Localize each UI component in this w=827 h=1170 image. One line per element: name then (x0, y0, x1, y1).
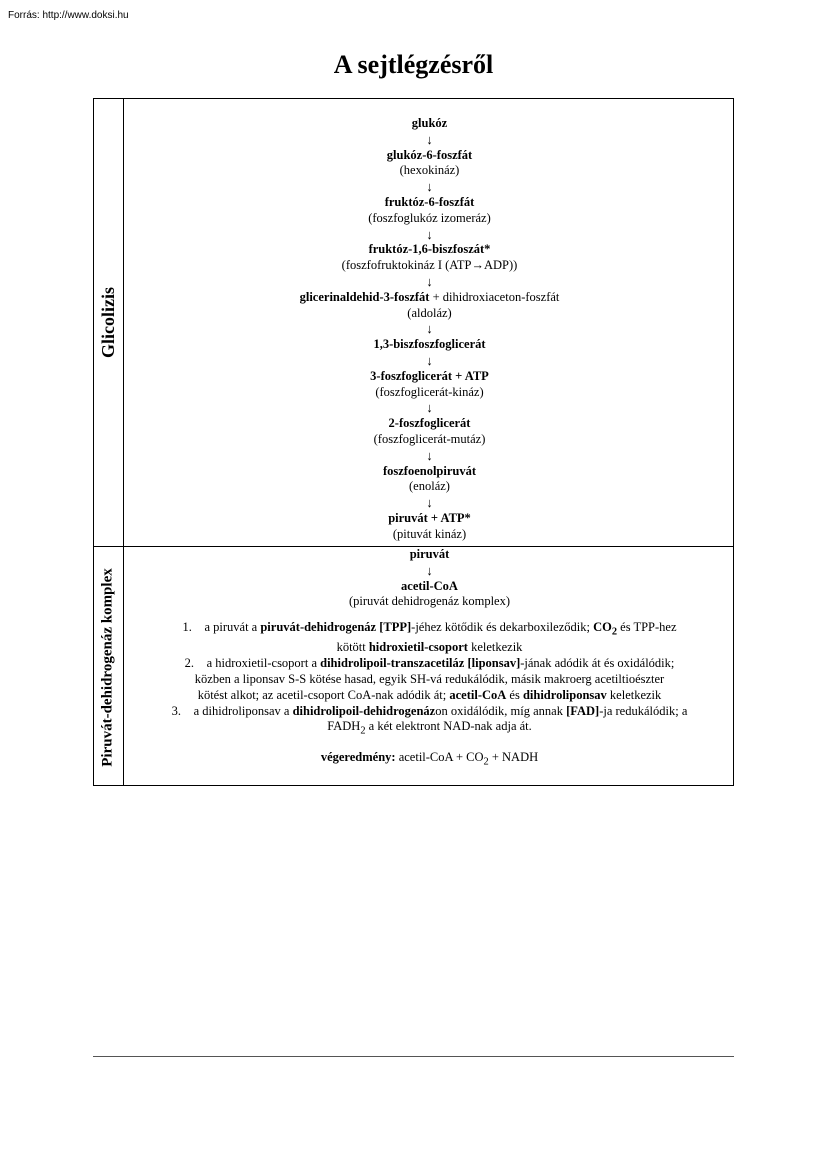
metabolite: 1,3-biszfoszfoglicerát (373, 337, 486, 352)
pdh-pathway (124, 547, 735, 770)
text: -ja redukálódik; a (599, 703, 688, 718)
list-item (124, 704, 735, 740)
source-label: Forrás: http://www.doksi.hu (8, 10, 129, 21)
metabolite: glukóz (411, 116, 448, 130)
term: dihidrolipoil-transzacetiláz [liponsav] (320, 656, 521, 671)
term: piruvát-dehidrogenáz [TPP] (260, 620, 412, 635)
text: kötést alkot; az acetil-csoport CoA-nak adódik át; (197, 687, 450, 702)
down-arrow-icon: ↓ (426, 495, 433, 511)
enzyme: (enoláz) (409, 479, 450, 494)
down-arrow-icon: ↓ (426, 400, 433, 416)
text: -jának adódik át és oxidálódik; (520, 656, 675, 671)
step-number: 1. (182, 620, 192, 635)
pdh-steps (124, 620, 735, 740)
enzyme: (foszfoglicerát-kináz) (375, 384, 484, 399)
down-arrow-icon: ↓ (426, 352, 433, 368)
glycolysis-side-cell (94, 99, 123, 546)
pdh-label: Piruvát-dehidrogenáz komplex (100, 567, 117, 767)
down-arrow-icon: ↓ (426, 226, 433, 242)
text: a két elektront NAD-nak adja át. (365, 719, 532, 734)
term: CO (593, 620, 612, 635)
respiration-table (93, 98, 734, 786)
metabolite: 3-foszfoglicerát + ATP (370, 368, 489, 383)
text: -jéhez kötődik és dekarboxileződik; (411, 620, 594, 635)
enzyme: (foszfoglicerát-mutáz) (373, 431, 486, 446)
text: a dihidroliponsav a (193, 703, 293, 718)
term: hidroxietil-csoport (368, 640, 468, 655)
term: [FAD] (566, 703, 600, 718)
text: közben a liponsav S-S kötése hasad, egyik SH-vá redukálódik, másik makroerg acetiltioészter (194, 672, 665, 687)
metabolite: fruktóz-1,6-biszfoszát* (368, 242, 491, 257)
text: és (506, 687, 523, 702)
subscript: 2 (360, 725, 366, 737)
metabolite: piruvát (409, 547, 450, 561)
term: dihidrolipoil-dehidrogenáz (292, 703, 436, 718)
enzyme: (pituvát kináz) (392, 526, 467, 541)
text: a hidroxietil-csoport a (206, 656, 321, 671)
metabolite: glicerinaldehid-3-foszfát (299, 289, 430, 304)
final-result (124, 750, 735, 770)
subscript: 2 (611, 626, 618, 638)
list-item (124, 656, 735, 703)
metabolite-pair (124, 290, 735, 306)
down-arrow-icon: ↓ (426, 273, 433, 289)
step-number: 3. (171, 703, 181, 718)
enzyme: (hexokináz) (399, 163, 460, 178)
page-title: A sejtlégzésről (333, 50, 494, 79)
down-arrow-icon: ↓ (426, 321, 433, 337)
text: keletkezik (606, 687, 662, 702)
metabolite: piruvát + ATP* (388, 510, 471, 525)
metabolite-extra: + dihidroxiaceton-foszfát (429, 289, 560, 304)
down-arrow-icon: ↓ (426, 179, 433, 195)
text: keletkezik (467, 640, 523, 655)
list-item (124, 620, 735, 656)
subscript: 2 (483, 756, 489, 768)
metabolite: foszfoenolpiruvát (382, 463, 477, 478)
term: acetil-CoA (449, 687, 507, 702)
enzyme: (piruvát dehidrogenáz komplex) (348, 594, 511, 609)
text: FADH (327, 719, 361, 734)
enzyme: (aldoláz) (407, 305, 452, 320)
down-arrow-icon: ↓ (426, 131, 433, 147)
metabolite: 2-foszfoglicerát (388, 416, 471, 431)
metabolite: acetil-CoA (401, 578, 458, 593)
step-number: 2. (184, 656, 194, 671)
metabolite: fruktóz-6-foszfát (384, 194, 475, 209)
down-arrow-icon: ↓ (426, 447, 433, 463)
final-label: végeredmény: (320, 749, 396, 764)
enzyme: (foszfoglukóz izomeráz) (368, 210, 491, 225)
glycolysis-label: Glicolizis (98, 287, 118, 358)
term: dihidroliponsav (522, 687, 607, 702)
down-arrow-icon: ↓ (426, 562, 433, 578)
metabolite: glukóz-6-foszfát (386, 147, 473, 162)
text: + NADH (488, 749, 539, 764)
text: on oxidálódik, míg annak (435, 703, 567, 718)
enzyme: (foszfofruktokináz I (ATP→ADP)) (341, 258, 518, 273)
text: kötött (336, 640, 369, 655)
text: és TPP-hez (617, 620, 677, 635)
text: acetil-CoA + CO (395, 749, 484, 764)
glycolysis-pathway (124, 116, 735, 543)
footer-divider (93, 1056, 734, 1057)
text: a piruvát a (204, 620, 261, 635)
pdh-side-cell (94, 547, 123, 787)
